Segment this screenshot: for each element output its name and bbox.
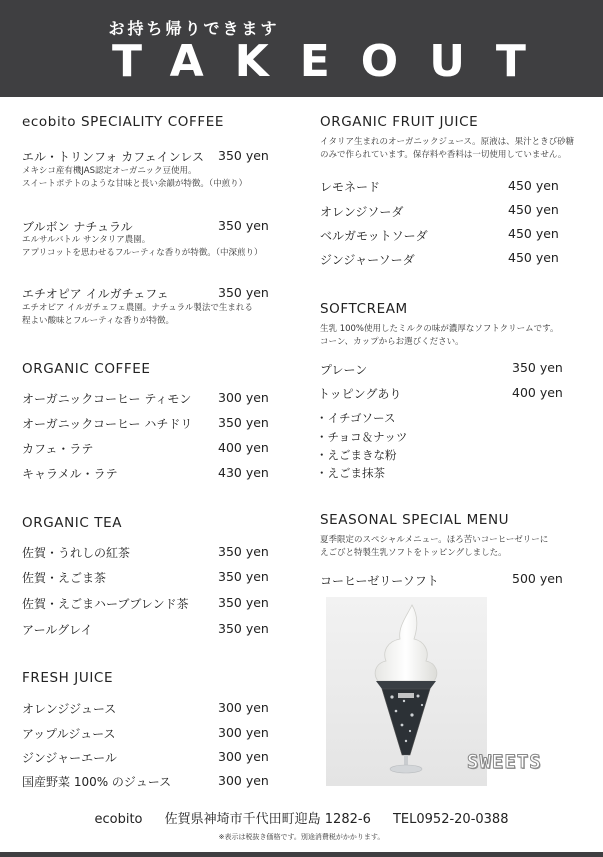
specialty-section (22, 114, 224, 130)
menu-item-name: ジンジャーエール (22, 751, 117, 765)
menu-item-name: エチオピア イルガチェフェ (22, 287, 169, 301)
menu-item-name: コーヒーゼリーソフト (320, 574, 439, 588)
section-title-organic-tea: ORGANIC TEA (22, 515, 123, 531)
menu-item-name: レモネード (320, 180, 381, 194)
menu-item-price: 450 yen (508, 226, 559, 241)
section-desc: イタリア生まれのオーガニックジュース。原液は、果汁ときび砂糖 のみで作られています。保存料や香料は一切使用していません。 (320, 137, 575, 160)
topping-item: ・えごま抹茶 (316, 466, 385, 480)
fruit-juice-section (320, 114, 478, 130)
section-title-specialty: ecobito SPECIALITY COFFEE (22, 114, 224, 130)
section-title-fresh-juice: FRESH JUICE (22, 670, 114, 686)
menu-item-price: 300 yen (218, 749, 269, 764)
section-desc: 生乳 100%使用したミルクの味が濃厚なソフトクリームです。 コーン、カップからお選びください。 (320, 324, 559, 347)
menu-item-price: 350 yen (218, 415, 269, 430)
menu-item-price: 350 yen (512, 360, 563, 375)
softcream-section (320, 301, 408, 317)
footer-shop: ecobito (94, 812, 143, 827)
footer-address: 佐賀県神埼市千代田町迎島 1282-6 (164, 812, 371, 827)
topping-item: ・チョコ＆ナッツ (316, 430, 408, 444)
header-banner (0, 0, 603, 97)
menu-item-name: ブルボン ナチュラル (22, 220, 133, 234)
menu-item-name: 佐賀・うれしの紅茶 (22, 546, 131, 560)
menu-item-name: オーガニックコーヒー ハチドリ (22, 417, 193, 431)
menu-item-desc: エルサルバトル サンタリア農園。 アプリコットを思わせるフルーティな香りが特徴。（中深煎り） (22, 235, 263, 258)
organic-coffee-section (22, 361, 151, 377)
organic-tea-section (22, 515, 122, 531)
menu-item-price: 430 yen (218, 465, 269, 480)
header-subtitle: お持ち帰りできます (108, 19, 280, 38)
menu-item-price: 450 yen (508, 250, 559, 265)
menu-item-name: 国産野菜 100% のジュース (22, 775, 172, 789)
menu-item-price: 300 yen (218, 725, 269, 740)
menu-item-name: 佐賀・えごまハーブブレンド茶 (22, 597, 189, 611)
seasonal-section (320, 512, 509, 528)
menu-item-price: 350 yen (218, 595, 269, 610)
menu-item-price: 350 yen (218, 285, 269, 300)
menu-item-price: 350 yen (218, 148, 269, 163)
footer-note: ※表示は税抜き価格です。別途消費税がかかります。 (218, 833, 385, 841)
menu-item-name: トッピングあり (318, 387, 402, 401)
footer-contact (0, 808, 603, 827)
menu-item-name: エル・トリンフォ カフェインレス (22, 150, 204, 164)
bottom-divider (0, 852, 603, 857)
menu-item-name: キャラメル・ラテ (22, 467, 118, 481)
section-title-fruit-juice: ORGANIC FRUIT JUICE (320, 114, 479, 130)
menu-item-price: 350 yen (218, 621, 269, 636)
photo-caption: SWEETS (467, 751, 542, 773)
section-title-organic-coffee: ORGANIC COFFEE (22, 361, 151, 377)
menu-item-price: 300 yen (218, 773, 269, 788)
menu-item-price: 400 yen (512, 385, 563, 400)
menu-item-name: ジンジャーソーダ (320, 253, 415, 267)
softcream-illustration (326, 597, 487, 786)
menu-item-price: 450 yen (508, 202, 559, 217)
menu-item-price: 300 yen (218, 390, 269, 405)
menu-item-name: 佐賀・えごま茶 (22, 571, 107, 585)
menu-item-price: 300 yen (218, 700, 269, 715)
menu-item-name: プレーン (320, 363, 368, 377)
topping-item: ・イチゴソース (316, 411, 396, 425)
softcream-photo (326, 597, 487, 786)
section-title-seasonal: SEASONAL SPECIAL MENU (320, 512, 510, 528)
header-title: TAKEOUT (112, 36, 557, 87)
menu-item-price: 350 yen (218, 544, 269, 559)
menu-item-price: 500 yen (512, 571, 563, 586)
menu-item-name: カフェ・ラテ (22, 442, 94, 456)
section-desc: 夏季限定のスペシャルメニュー。ほろ苦いコーヒーゼリーに えごびと特製生乳ソフトをトッピングしました。 (320, 535, 549, 558)
menu-item-price: 400 yen (218, 440, 269, 455)
menu-item-desc: エチオピア イルガチェフェ農園。ナチュラル製法で生まれる 程よい酸味とフルーティな香りが特徴。 (22, 303, 253, 326)
menu-item-name: アップルジュース (22, 727, 116, 741)
footer-tel: TEL0952-20-0388 (392, 812, 509, 827)
menu-item-price: 450 yen (508, 178, 559, 193)
menu-item-price: 350 yen (218, 569, 269, 584)
menu-item-name: アールグレイ (22, 623, 93, 637)
menu-item-name: オレンジジュース (22, 702, 117, 716)
fresh-juice-section (22, 670, 113, 686)
menu-item-name: オレンジソーダ (320, 205, 404, 219)
topping-item: ・えごまきな粉 (316, 448, 397, 462)
menu-item-name: オーガニックコーヒー ティモン (22, 392, 192, 406)
section-title-softcream: SOFTCREAM (320, 301, 408, 317)
menu-item-price: 350 yen (218, 218, 269, 233)
menu-item-desc: メキシコ産有機JAS認定オーガニック豆使用。 スイートポテトのような甘味と長い余韻が特徴。（中煎り） (22, 166, 248, 189)
menu-item-name: ベルガモットソーダ (320, 229, 428, 243)
